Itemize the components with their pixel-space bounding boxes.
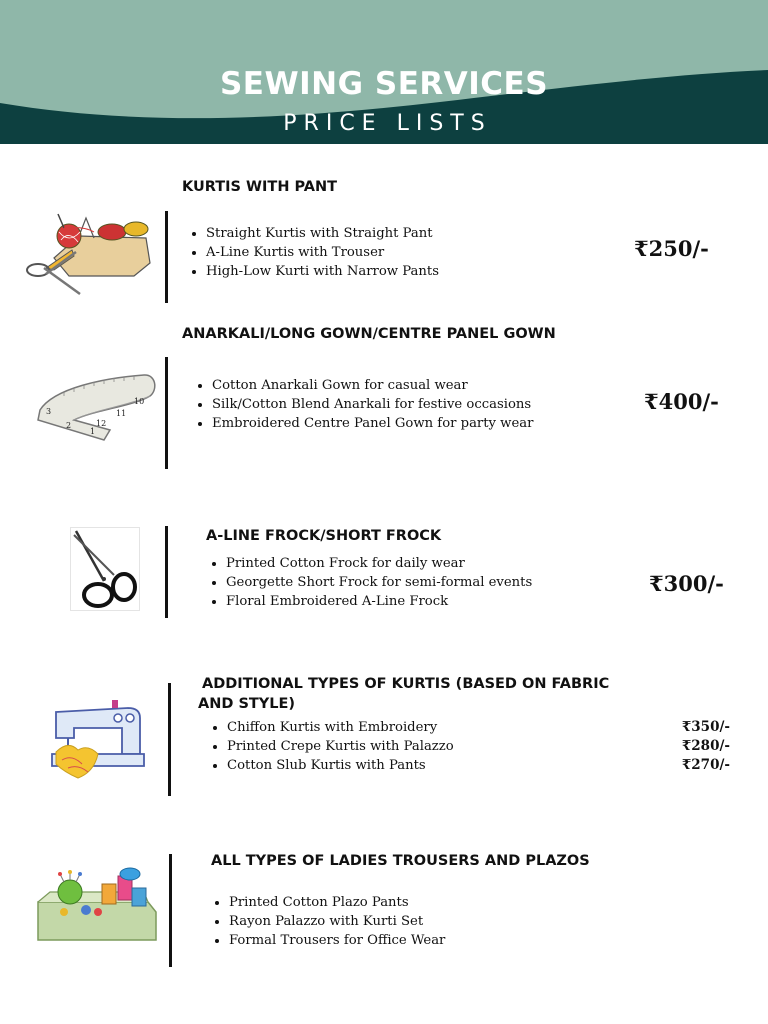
item-list-additional-kurtis bbox=[206, 718, 454, 775]
tape-number: 1 bbox=[90, 427, 96, 436]
list-item: • A-Line Kurtis with Trouser bbox=[206, 243, 439, 262]
tape-number: 10 bbox=[134, 397, 145, 406]
section-title-additional-kurtis bbox=[198, 674, 618, 714]
scissors-icon bbox=[70, 527, 140, 616]
sewing-machine-icon bbox=[48, 694, 148, 789]
page-subtitle: PRICE LISTS bbox=[283, 111, 492, 136]
section-title-line: AND STYLE) bbox=[198, 696, 296, 712]
tape-number: 3 bbox=[46, 407, 52, 416]
item-list-trousers-plazos bbox=[208, 893, 445, 950]
list-item: • Cotton Anarkali Gown for casual wear bbox=[212, 376, 533, 395]
price-item: ₹350/- bbox=[681, 719, 730, 735]
section-title-trousers-plazos: ALL TYPES OF LADIES TROUSERS AND PLAZOS bbox=[211, 853, 590, 869]
measuring-tape-icon bbox=[34, 370, 159, 450]
list-item: • Cotton Slub Kurtis with Pants bbox=[227, 756, 454, 775]
section-divider bbox=[168, 683, 171, 796]
price-frock: ₹300/- bbox=[649, 571, 724, 596]
list-item: • Rayon Palazzo with Kurti Set bbox=[229, 912, 445, 931]
list-item: • Floral Embroidered A-Line Frock bbox=[226, 592, 532, 611]
section-title-kurtis-with-pant: KURTIS WITH PANT bbox=[182, 179, 338, 195]
section-divider bbox=[169, 854, 172, 967]
price-anarkali-gown: ₹400/- bbox=[644, 389, 719, 414]
section-divider bbox=[165, 211, 168, 303]
tape-number: 2 bbox=[66, 421, 72, 430]
tape-number: 12 bbox=[96, 419, 107, 428]
list-item: • High-Low Kurti with Narrow Pants bbox=[206, 262, 439, 281]
price-kurtis-with-pant: ₹250/- bbox=[634, 236, 709, 261]
sewing-box-icon bbox=[36, 866, 158, 947]
section-divider bbox=[165, 526, 168, 618]
list-item: • Printed Crepe Kurtis with Palazzo bbox=[227, 737, 454, 756]
tape-number: 11 bbox=[116, 409, 127, 418]
list-item: • Silk/Cotton Blend Anarkali for festive occasions bbox=[212, 395, 533, 414]
price-item: ₹280/- bbox=[681, 738, 730, 754]
item-list-anarkali-gown bbox=[191, 376, 533, 433]
item-list-frock bbox=[205, 554, 532, 611]
list-item: • Straight Kurtis with Straight Pant bbox=[206, 224, 439, 243]
section-title-anarkali-gown: ANARKALI/LONG GOWN/CENTRE PANEL GOWN bbox=[182, 326, 556, 342]
price-item: ₹270/- bbox=[681, 757, 730, 773]
sewing-supplies-icon bbox=[24, 208, 154, 303]
list-item: • Embroidered Centre Panel Gown for party wear bbox=[212, 414, 533, 433]
list-item: • Formal Trousers for Office Wear bbox=[229, 931, 445, 950]
price-list-additional-kurtis bbox=[660, 718, 730, 775]
header-banner bbox=[0, 0, 768, 144]
list-item: • Chiffon Kurtis with Embroidery bbox=[227, 718, 454, 737]
list-item: • Printed Cotton Frock for daily wear bbox=[226, 554, 532, 573]
section-title-line: ADDITIONAL TYPES OF KURTIS (BASED ON FABRIC bbox=[202, 676, 610, 692]
section-divider bbox=[165, 357, 168, 469]
list-item: • Printed Cotton Plazo Pants bbox=[229, 893, 445, 912]
list-item: • Georgette Short Frock for semi-formal events bbox=[226, 573, 532, 592]
section-title-frock: A-LINE FROCK/SHORT FROCK bbox=[206, 528, 442, 544]
page-title: SEWING SERVICES bbox=[219, 66, 549, 102]
item-list-kurtis-with-pant bbox=[185, 224, 439, 281]
